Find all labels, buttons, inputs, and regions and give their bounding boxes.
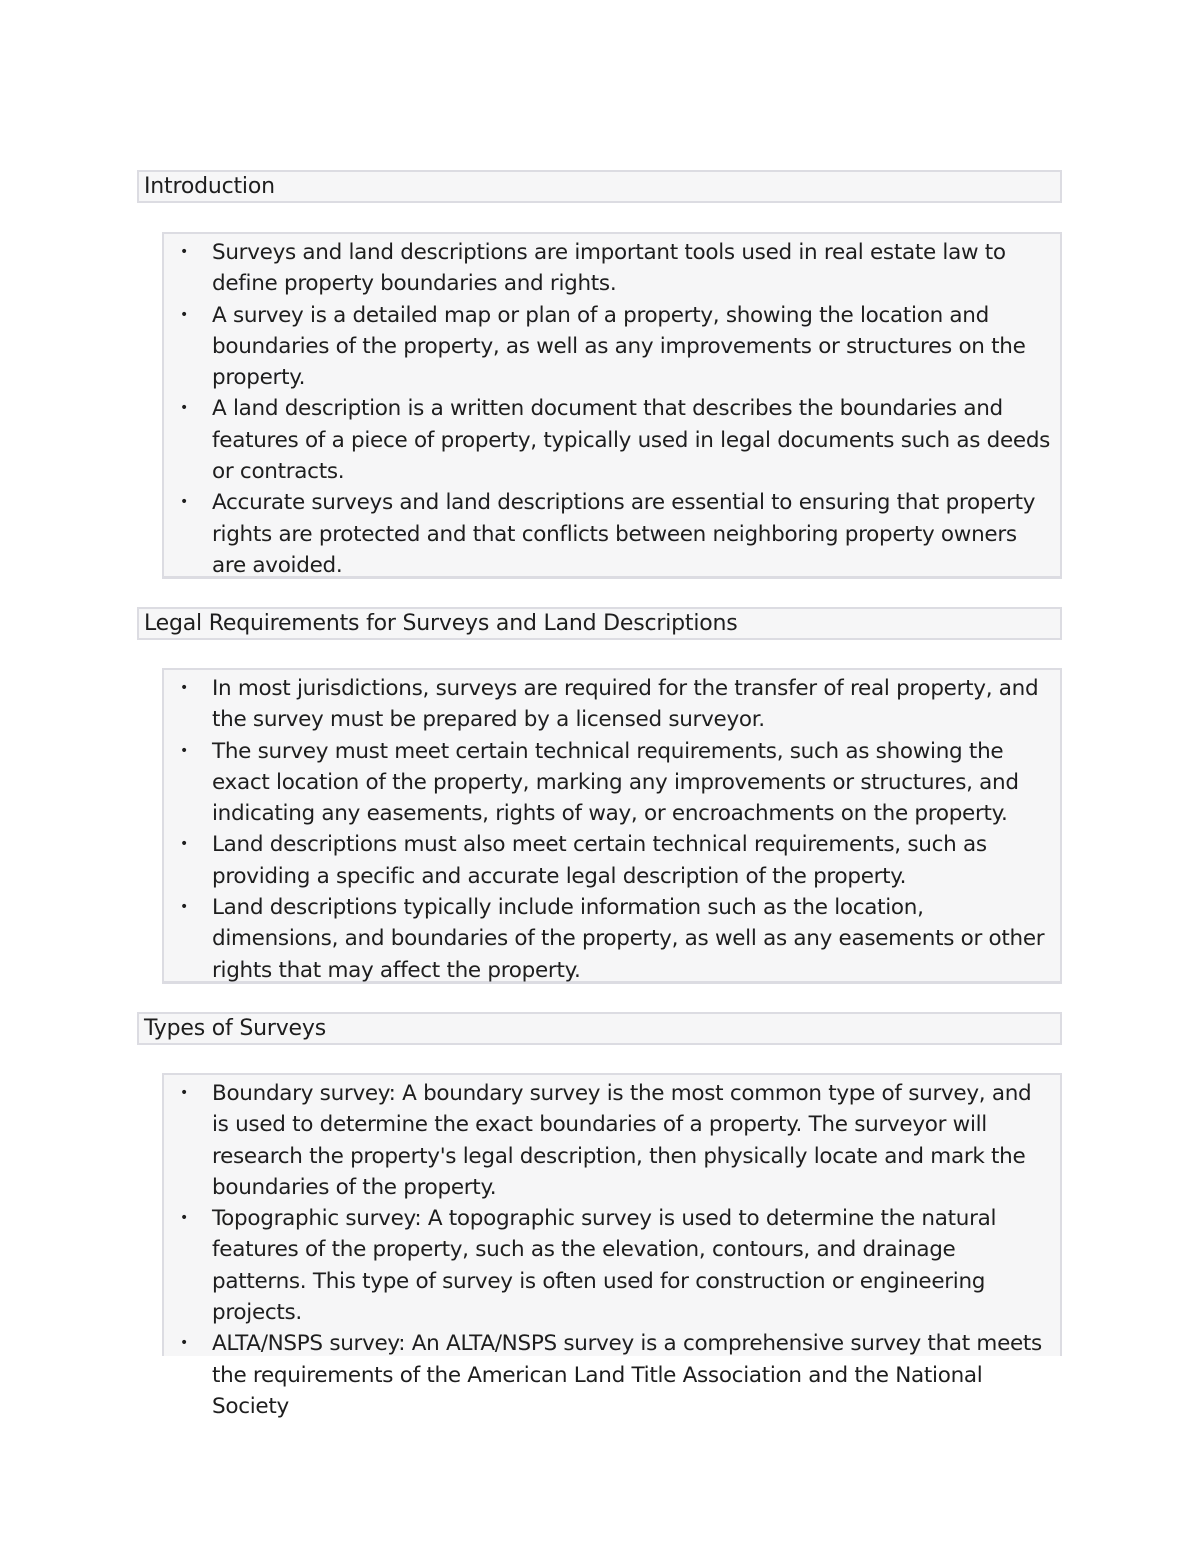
list-item-text: Surveys and land descriptions are important tools used in real estate law to define property boundaries and rights. (212, 240, 1006, 297)
list-item-text: Boundary survey: A boundary survey is the most common type of survey, and is used to determine the exact boundaries of a property. The surveyor will research the property's legal description, then physically locate and mark the boundaries of the property. (212, 1081, 1032, 1200)
bullet-icon: • (180, 899, 188, 916)
list-item (164, 237, 1060, 300)
list-item (164, 1078, 1060, 1203)
bullet-icon: • (180, 836, 188, 853)
section-heading-legal-requirements: Legal Requirements for Surveys and Land Descriptions (137, 607, 1062, 640)
bullet-list (164, 234, 1060, 581)
list-item (164, 1328, 1060, 1422)
list-item-text: A land description is a written document that describes the boundaries and features of a piece of property, typically used in legal documents such as deeds or contracts. (212, 396, 1051, 485)
list-item (164, 829, 1060, 892)
list-item (164, 892, 1060, 986)
bullet-icon: • (180, 680, 188, 696)
bullet-icon: • (180, 306, 188, 323)
list-item-text: A survey is a detailed map or plan of a property, showing the location and boundaries of the property, as well as any improvements or structures on the property. (212, 302, 1026, 391)
section-content-legal-requirements (162, 668, 1062, 984)
section-content-types-of-surveys (162, 1073, 1062, 1419)
bullet-icon: • (180, 1335, 188, 1352)
bullet-icon: • (180, 244, 188, 260)
list-item-text: Land descriptions typically include information such as the location, dimensions, and boundaries of the property, as well as any easements or other rights that may affect the property. (212, 895, 1045, 983)
list-item (164, 736, 1060, 830)
bullet-list (164, 670, 1060, 986)
bullet-icon: • (180, 494, 188, 511)
section-heading-introduction: Introduction (137, 170, 1062, 203)
list-item (164, 673, 1060, 736)
list-item-text: Topographic survey: A topographic survey is used to determine the natural features of the property, such as the elevation, contours, and drainage patterns. This type of survey is often used for construction or engineering projects. (212, 1206, 997, 1326)
list-item (164, 393, 1060, 487)
bullet-icon: • (180, 1210, 188, 1227)
bullet-icon: • (180, 400, 188, 417)
list-item (164, 1203, 1060, 1328)
bullet-icon: • (180, 742, 188, 759)
list-item-text: The survey must meet certain technical requirements, such as showing the exact location of the property, marking any improvements or structures, and indicating any easements, rights of way, or encroachments on the property. (212, 738, 1019, 827)
list-item-text: Land descriptions must also meet certain technical requirements, such as providing a specific and accurate legal description of the property. (212, 832, 987, 889)
bullet-icon: • (180, 1085, 188, 1101)
list-item-text: In most jurisdictions, surveys are required for the transfer of real property, and the survey must be prepared by a licensed surveyor. (212, 676, 1039, 733)
list-item (164, 300, 1060, 394)
section-heading-types-of-surveys: Types of Surveys (137, 1012, 1062, 1045)
section-content-introduction (162, 232, 1062, 579)
list-item-text: ALTA/NSPS survey: An ALTA/NSPS survey is a comprehensive survey that meets the requirements of the American Land Title Association and the National Society (212, 1331, 1042, 1419)
list-item-text: Accurate surveys and land descriptions are essential to ensuring that property rights are protected and that conflicts between neighboring property owners are avoided. (212, 490, 1036, 578)
list-item (164, 487, 1060, 581)
bullet-list (164, 1075, 1060, 1422)
